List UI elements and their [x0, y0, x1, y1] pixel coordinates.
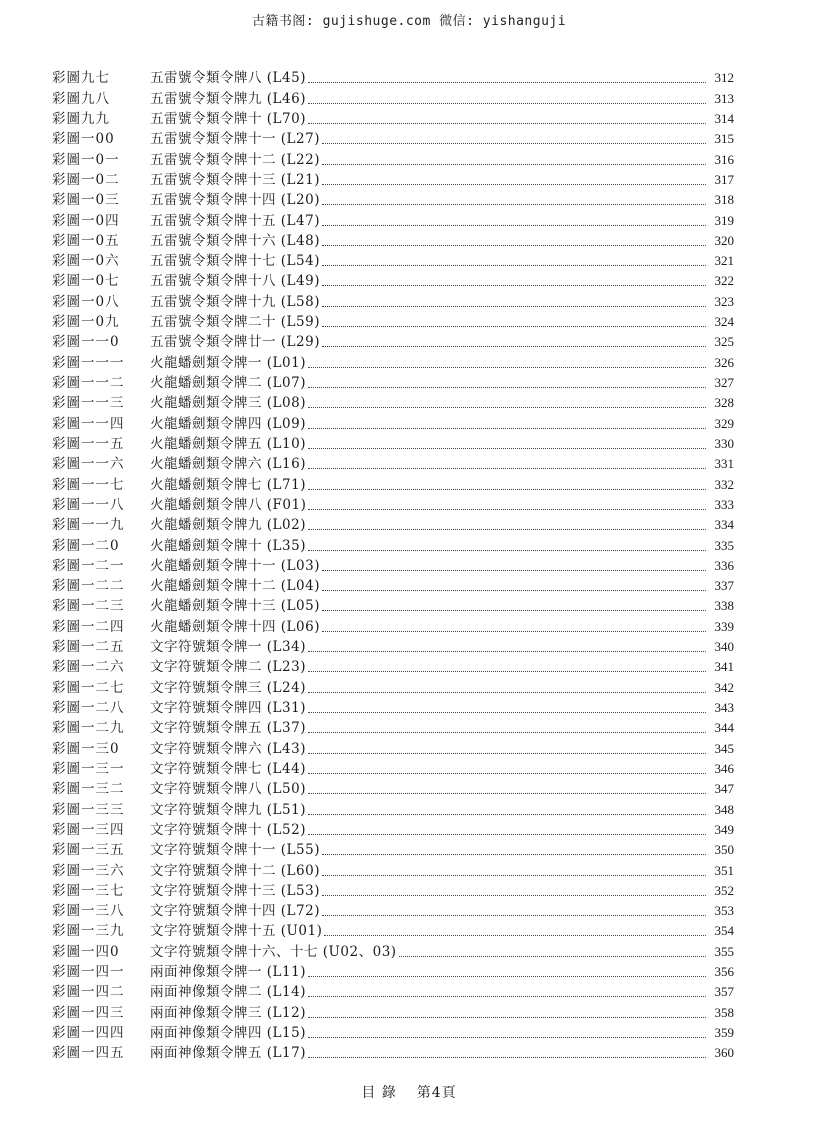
- toc-entry: [52, 535, 734, 555]
- dot-leader: [322, 346, 706, 347]
- dot-leader: [322, 184, 706, 185]
- entry-title: 火龍蟠劍類令牌六 (L16): [150, 456, 306, 473]
- dot-leader: [322, 204, 706, 205]
- toc-entry: [52, 941, 734, 961]
- entry-title: 文字符號類令牌四 (L31): [150, 700, 306, 716]
- dot-leader: [308, 428, 706, 429]
- toc-entry: [52, 495, 734, 515]
- page-number: 346: [714, 760, 734, 776]
- entry-title: 文字符號類令牌七 (L44): [150, 760, 306, 777]
- toc-entry: [52, 109, 734, 129]
- page-number: 323: [714, 293, 734, 309]
- figure-number: 彩圖一一三: [52, 395, 125, 412]
- page-number: 353: [714, 903, 734, 919]
- entry-title: 五雷號令類令牌十四 (L20): [150, 192, 320, 209]
- dot-leader: [322, 610, 706, 611]
- dot-leader: [322, 326, 706, 327]
- entry-title: 文字符號類令牌三 (L24): [150, 679, 306, 696]
- toc-entry: [52, 1043, 734, 1063]
- toc-entry: [52, 454, 734, 474]
- toc-entry: [52, 840, 734, 860]
- page-number: 350: [714, 842, 734, 858]
- figure-number: 彩圖一二0: [52, 537, 120, 554]
- dot-leader: [308, 671, 706, 672]
- entry-title: 火龍蟠劍類令牌七 (L71): [150, 476, 306, 493]
- dot-leader: [308, 407, 706, 408]
- toc-entry: [52, 474, 734, 494]
- page-number: 351: [714, 862, 734, 878]
- figure-number: 彩圖一00: [52, 131, 115, 148]
- entry-title: 文字符號類令牌六 (L43): [150, 740, 306, 757]
- page-number: 339: [714, 618, 734, 634]
- page-number: 338: [714, 598, 734, 614]
- page-number: 359: [714, 1025, 734, 1040]
- page-number: 321: [714, 253, 734, 269]
- dot-leader: [308, 712, 706, 713]
- dot-leader: [308, 732, 706, 733]
- toc-entry: [52, 698, 734, 718]
- page-number: 330: [714, 435, 734, 451]
- page-number: 356: [714, 964, 734, 980]
- figure-number: 彩圖一三二: [52, 781, 125, 798]
- entry-title: 火龍蟠劍類令牌一 (L01): [150, 354, 306, 371]
- dot-leader: [324, 935, 706, 936]
- page-number: 341: [714, 659, 734, 675]
- entry-title: 五雷號令類令牌十八 (L49): [150, 273, 320, 290]
- figure-number: 彩圖一0九: [52, 314, 120, 331]
- dot-leader: [308, 529, 706, 530]
- page-number: 345: [714, 740, 734, 756]
- dot-leader: [308, 773, 706, 774]
- page-number: 315: [714, 131, 734, 147]
- toc-entry: [52, 251, 734, 271]
- toc-entry: [52, 88, 734, 108]
- toc-entry: [52, 291, 734, 311]
- figure-number: 彩圖一0三: [52, 192, 120, 209]
- page-number: 348: [714, 801, 734, 817]
- figure-number: 彩圖一0六: [52, 253, 120, 270]
- dot-leader: [308, 834, 706, 835]
- figure-number: 彩圖一一七: [52, 476, 125, 493]
- entry-title: 兩面神像類令牌二 (L14): [150, 984, 306, 1001]
- dot-leader: [322, 631, 706, 632]
- toc-entry: [52, 352, 734, 372]
- entry-title: 火龍蟠劍類令牌九 (L02): [150, 517, 306, 534]
- figure-number: 彩圖一四一: [52, 964, 125, 981]
- entry-title: 文字符號類令牌十四 (L72): [150, 903, 320, 920]
- toc-entry: [52, 1023, 734, 1043]
- toc-entry: [52, 434, 734, 454]
- entry-title: 火龍蟠劍類令牌十四 (L06): [150, 618, 320, 635]
- toc-entry: [52, 596, 734, 616]
- toc-entry: [52, 982, 734, 1002]
- figure-number: 彩圖一三四: [52, 821, 125, 838]
- page-number: 354: [714, 923, 734, 939]
- dot-leader: [308, 103, 706, 104]
- dot-leader: [322, 265, 706, 266]
- entry-title: 文字符號類令牌十二 (L60): [150, 862, 320, 879]
- figure-number: 彩圖一0七: [52, 273, 120, 290]
- dot-leader: [322, 164, 706, 165]
- figure-number: 彩圖一一一: [52, 354, 125, 371]
- toc-entry: [52, 271, 734, 291]
- toc-entry: [52, 413, 734, 433]
- entry-title: 文字符號類令牌十一 (L55): [150, 842, 320, 859]
- toc-entry: [52, 556, 734, 576]
- dot-leader: [308, 976, 706, 977]
- figure-number: 彩圖一三六: [52, 862, 125, 879]
- entry-title: 火龍蟠劍類令牌十一 (L03): [150, 557, 320, 574]
- page-number: 325: [714, 334, 734, 350]
- toc-entry: [52, 759, 734, 779]
- entry-title: 兩面神像類令牌五 (L17): [150, 1045, 306, 1062]
- entry-title: 文字符號類令牌十 (L52): [150, 821, 306, 838]
- footer-section: 目 錄: [361, 1085, 397, 1101]
- figure-number: 彩圖一三三: [52, 801, 125, 818]
- page-number: 355: [714, 943, 734, 959]
- entry-title: 火龍蟠劍類令牌八 (F01): [150, 496, 307, 513]
- footer-page-number: 第4頁: [416, 1085, 457, 1101]
- figure-number: 彩圖一二五: [52, 639, 125, 656]
- entry-title: 火龍蟠劍類令牌五 (L10): [150, 435, 306, 452]
- dot-leader: [308, 367, 706, 368]
- figure-number: 彩圖一0二: [52, 171, 120, 188]
- dot-leader: [399, 956, 706, 957]
- figure-number: 彩圖一三0: [52, 740, 120, 757]
- entry-title: 火龍蟠劍類令牌四 (L09): [150, 415, 306, 432]
- page-number: 344: [714, 720, 734, 736]
- figure-number: 彩圖一一四: [52, 415, 125, 432]
- figure-number: 彩圖一0八: [52, 293, 120, 310]
- figure-number: 彩圖一三八: [52, 903, 125, 920]
- dot-leader: [322, 915, 706, 916]
- toc-entry: [52, 1002, 734, 1022]
- figure-number: 彩圖一二六: [52, 659, 125, 676]
- dot-leader: [322, 570, 706, 571]
- dot-leader: [322, 143, 706, 144]
- dot-leader: [308, 692, 706, 693]
- figure-number: 彩圖一一五: [52, 435, 125, 452]
- watermark-header: 古籍书阁: gujishuge.com 微信: yishanguji: [251, 14, 567, 29]
- figure-number: 彩圖一三一: [52, 760, 125, 777]
- dot-leader: [308, 82, 706, 83]
- toc-entry: [52, 332, 734, 352]
- toc-entry: [52, 190, 734, 210]
- figure-number: 彩圖九七: [52, 70, 110, 87]
- figure-number: 彩圖一一六: [52, 456, 125, 473]
- page-number: 340: [714, 639, 734, 655]
- dot-leader: [308, 651, 706, 652]
- dot-leader: [322, 245, 706, 246]
- entry-title: 五雷號令類令牌十一 (L27): [150, 131, 320, 148]
- page-number: 319: [714, 212, 734, 228]
- page-number: 342: [714, 679, 734, 695]
- page-number: 316: [714, 151, 734, 167]
- page-number: 334: [714, 517, 734, 533]
- entry-title: 文字符號類令牌十五 (U01): [150, 923, 323, 940]
- entry-title: 兩面神像類令牌三 (L12): [150, 1004, 306, 1021]
- entry-title: 文字符號類令牌十六、十七 (U02、03): [150, 943, 397, 960]
- figure-number: 彩圖一三九: [52, 923, 125, 940]
- page-number: 336: [714, 557, 734, 573]
- figure-number: 彩圖一四四: [52, 1025, 125, 1041]
- page-number: 349: [714, 821, 734, 837]
- page-number: 329: [714, 415, 734, 431]
- toc-entry: [52, 149, 734, 169]
- toc-entry: [52, 616, 734, 636]
- dot-leader: [308, 468, 706, 469]
- figure-number: 彩圖一二二: [52, 578, 125, 595]
- page-number: 318: [714, 192, 734, 208]
- entry-title: 五雷號令類令牌九 (L46): [150, 90, 306, 107]
- page-number: 357: [714, 984, 734, 1000]
- figure-number: 彩圖一四五: [52, 1045, 125, 1062]
- dot-leader: [322, 306, 706, 307]
- toc-entry: [52, 231, 734, 251]
- figure-number: 彩圖一四二: [52, 984, 125, 1001]
- dot-leader: [308, 550, 706, 551]
- entry-title: 火龍蟠劍類令牌十二 (L04): [150, 578, 320, 595]
- entry-title: 五雷號令類令牌十六 (L48): [150, 232, 320, 249]
- dot-leader: [322, 225, 706, 226]
- dot-leader: [308, 387, 706, 388]
- entry-title: 火龍蟠劍類令牌十三 (L05): [150, 598, 320, 615]
- figure-number: 彩圖一0一: [52, 151, 120, 168]
- page-number: 322: [714, 273, 734, 289]
- entry-title: 五雷號令類令牌十七 (L54): [150, 253, 320, 270]
- dot-leader: [322, 854, 706, 855]
- page-number: 343: [714, 700, 734, 715]
- toc-entry: [52, 515, 734, 535]
- toc-entry: [52, 779, 734, 799]
- entry-title: 文字符號類令牌九 (L51): [150, 801, 306, 818]
- figure-number: 彩圖一0四: [52, 212, 120, 229]
- entry-title: 五雷號令類令牌十二 (L22): [150, 151, 320, 168]
- dot-leader: [308, 753, 706, 754]
- figure-number: 彩圖一二九: [52, 720, 125, 737]
- dot-leader: [308, 1017, 706, 1018]
- entry-title: 五雷號令類令牌十三 (L21): [150, 171, 320, 188]
- page-number: 314: [714, 110, 734, 126]
- toc-entry: [52, 901, 734, 921]
- toc-entry: [52, 677, 734, 697]
- toc-entry: [52, 373, 734, 393]
- page-footer: [0, 1082, 818, 1102]
- toc-entry: [52, 657, 734, 677]
- dot-leader: [322, 895, 706, 896]
- page-number: 312: [714, 70, 734, 86]
- figure-number: 彩圖一二七: [52, 679, 125, 696]
- dot-leader: [322, 590, 706, 591]
- toc-entry: [52, 921, 734, 941]
- figure-number: 彩圖一三七: [52, 882, 125, 899]
- page-number: 333: [714, 496, 734, 512]
- dot-leader: [308, 509, 706, 510]
- entry-title: 文字符號類令牌一 (L34): [150, 639, 306, 656]
- dot-leader: [308, 489, 706, 490]
- toc-entry: [52, 210, 734, 230]
- figure-number: 彩圖一一0: [52, 334, 120, 351]
- dot-leader: [308, 793, 706, 794]
- figure-number: 彩圖一二八: [52, 700, 125, 716]
- page-number: 332: [714, 476, 734, 492]
- entry-title: 文字符號類令牌十三 (L53): [150, 882, 320, 899]
- page-number: 352: [714, 882, 734, 898]
- toc-entry: [52, 881, 734, 901]
- page-number: 360: [714, 1045, 734, 1061]
- page-number: 331: [714, 456, 734, 472]
- page-number: 327: [714, 375, 734, 390]
- page-number: 320: [714, 232, 734, 248]
- page-number: 335: [714, 537, 734, 553]
- figure-number: 彩圖一三五: [52, 842, 125, 859]
- entry-title: 火龍蟠劍類令牌十 (L35): [150, 537, 306, 554]
- toc-entry: [52, 576, 734, 596]
- page-number: 326: [714, 354, 734, 370]
- page-number: 328: [714, 395, 734, 411]
- entry-title: 兩面神像類令牌一 (L11): [150, 964, 306, 981]
- entry-title: 文字符號類令牌五 (L37): [150, 720, 306, 737]
- figure-number: 彩圖一二三: [52, 598, 125, 615]
- page-number: 347: [714, 781, 734, 797]
- figure-number: 彩圖一一二: [52, 375, 125, 391]
- entry-title: 文字符號類令牌二 (L23): [150, 659, 306, 676]
- toc-entry: [52, 799, 734, 819]
- entry-title: 火龍蟠劍類令牌二 (L07): [150, 375, 306, 391]
- dot-leader: [308, 448, 706, 449]
- figure-number: 彩圖一一九: [52, 517, 125, 534]
- entry-title: 火龍蟠劍類令牌三 (L08): [150, 395, 306, 412]
- entry-title: 五雷號令類令牌十 (L70): [150, 110, 306, 127]
- dot-leader: [308, 123, 706, 124]
- figure-number: 彩圖一四0: [52, 943, 120, 960]
- figure-number: 彩圖一一八: [52, 496, 125, 513]
- entry-title: 五雷號令類令牌二十 (L59): [150, 314, 320, 331]
- page-number: 317: [714, 171, 734, 187]
- toc-entry: [52, 820, 734, 840]
- table-of-contents: [52, 68, 734, 1063]
- entry-title: 五雷號令類令牌八 (L45): [150, 70, 306, 87]
- toc-entry: [52, 393, 734, 413]
- figure-number: 彩圖一0五: [52, 232, 120, 249]
- dot-leader: [322, 875, 706, 876]
- page-number: 324: [714, 314, 734, 330]
- toc-entry: [52, 129, 734, 149]
- figure-number: 彩圖九九: [52, 110, 110, 127]
- toc-entry: [52, 738, 734, 758]
- entry-title: 五雷號令類令牌十五 (L47): [150, 212, 320, 229]
- dot-leader: [308, 1057, 706, 1058]
- figure-number: 彩圖一二一: [52, 557, 125, 574]
- dot-leader: [308, 1037, 706, 1038]
- entry-title: 兩面神像類令牌四 (L15): [150, 1025, 306, 1041]
- toc-entry: [52, 170, 734, 190]
- dot-leader: [322, 285, 706, 286]
- figure-number: 彩圖一四三: [52, 1004, 125, 1021]
- page-number: 358: [714, 1004, 734, 1020]
- toc-entry: [52, 637, 734, 657]
- figure-number: 彩圖九八: [52, 90, 110, 107]
- page-number: 337: [714, 578, 734, 594]
- entry-title: 五雷號令類令牌廿一 (L29): [150, 334, 320, 351]
- entry-title: 五雷號令類令牌十九 (L58): [150, 293, 320, 310]
- dot-leader: [308, 996, 706, 997]
- page-number: 313: [714, 90, 734, 106]
- dot-leader: [308, 814, 706, 815]
- entry-title: 文字符號類令牌八 (L50): [150, 781, 306, 798]
- toc-entry: [52, 718, 734, 738]
- toc-entry: [52, 962, 734, 982]
- toc-entry: [52, 68, 734, 88]
- toc-entry: [52, 312, 734, 332]
- toc-entry: [52, 860, 734, 880]
- figure-number: 彩圖一二四: [52, 618, 125, 635]
